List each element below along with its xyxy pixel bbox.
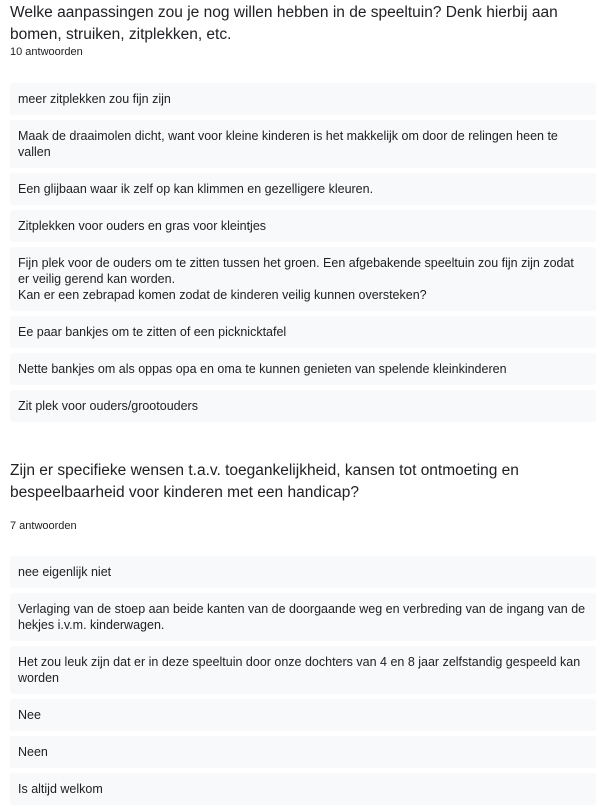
answer-item: Is altijd welkom (10, 773, 596, 805)
answer-item: Verlaging van de stoep aan beide kanten van de doorgaande weg en verbreding van de ingang van de hekjes i.v.m. kinderwagen. (10, 593, 596, 641)
answer-item: meer zitplekken zou fijn zijn (10, 83, 596, 115)
answer-item: Nee (10, 699, 596, 731)
answer-list (10, 556, 596, 810)
answer-item: Neen (10, 736, 596, 768)
answer-item: Maak de draaimolen dicht, want voor kleine kinderen is het makkelijk om door de relingen heen te vallen (10, 120, 596, 168)
question-title: Welke aanpassingen zou je nog willen hebben in de speeltuin? Denk hierbij aan bomen, struiken, zitplekken, etc. (10, 4, 558, 43)
question-title: Zijn er specifieke wensen t.a.v. toegankelijkheid, kansen tot ontmoeting en bespeelbaarheid voor kinderen met een handicap? (10, 462, 519, 501)
answer-item: Een glijbaan waar ik zelf op kan klimmen en gezelligere kleuren. (10, 173, 596, 205)
response-count: 7 antwoorden (10, 520, 77, 532)
answer-item: Fijn plek voor de ouders om te zitten tussen het groen. Een afgebakende speeltuin zou fijn zijn zodat er veilig gerend kan worden. Kan er een zebrapad komen zodat de kinderen veilig kunnen oversteken? (10, 247, 596, 311)
answer-item: Nette bankjes om als oppas opa en oma te kunnen genieten van spelende kleinkinderen (10, 353, 596, 385)
answer-item: Het zou leuk zijn dat er in deze speeltuin door onze dochters van 4 en 8 jaar zelfstandig gespeeld kan worden (10, 646, 596, 694)
response-count: 10 antwoorden (10, 46, 83, 58)
answer-item: Zit plek voor ouders/grootouders (10, 390, 596, 422)
answer-list (10, 83, 596, 427)
answer-item: nee eigenlijk niet (10, 556, 596, 588)
answer-item: Zitplekken voor ouders en gras voor kleintjes (10, 210, 596, 242)
answer-item: Ee paar bankjes om te zitten of een picknicktafel (10, 316, 596, 348)
